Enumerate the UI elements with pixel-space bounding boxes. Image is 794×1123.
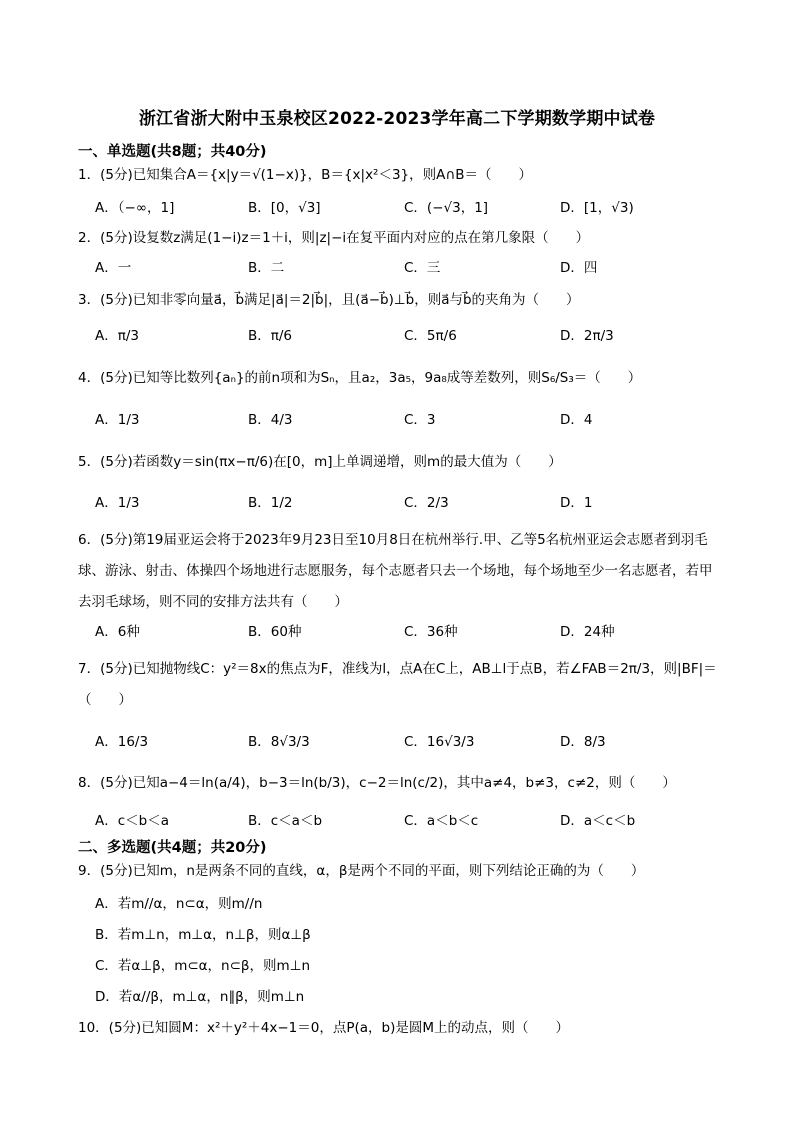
question-3-option-c: C．5π/6: [404, 328, 457, 344]
question-3-option-a: A．π/3: [95, 328, 140, 344]
question-5-option-a: A．1/3: [95, 495, 140, 511]
question-10-stem: 10．(5分)已知圆M：x²＋y²＋4x−1＝0，点P(a，b)是圆M上的动点，则（ ）: [78, 1020, 569, 1036]
question-8-option-a: A．c＜b＜a: [95, 813, 169, 829]
question-9-stem: 9．(5分)已知m，n是两条不同的直线，α，β是两个不同的平面，则下列结论正确的为（ ）: [78, 863, 645, 879]
question-7-option-c: C．16√3/3: [404, 734, 475, 750]
question-4-stem: 4．(5分)已知等比数列{aₙ}的前n项和为Sₙ，且a₂，3a₅，9a₈成等差数列，则S₆/S₃＝（ ）: [78, 370, 642, 386]
question-1-stem: 1．(5分)已知集合A＝{x|y＝√(1−x)}，B＝{x|x²＜3}，则A∩B＝（ ）: [78, 167, 533, 183]
question-5-stem: 5．(5分)若函数y＝sin(πx−π/6)在[0，m]上单调递增，则m的最大值为（ ）: [78, 454, 562, 470]
question-2-option-a: A．一: [95, 260, 132, 276]
question-3-option-b: B．π/6: [248, 328, 293, 344]
section-multiple-choice: 二、多选题(共4题；共20分): [78, 840, 267, 856]
question-6-option-d: D．24种: [560, 624, 615, 640]
question-2-option-c: C．三: [404, 260, 441, 276]
question-2-option-b: B．二: [248, 260, 285, 276]
question-7-option-a: A．16/3: [95, 734, 149, 750]
question-6-option-b: B．60种: [248, 624, 302, 640]
question-3-option-d: D．2π/3: [560, 328, 614, 344]
question-2-option-d: D．四: [560, 260, 598, 276]
question-6-stem: 6．(5分)第19届亚运会将于2023年9月23日至10月8日在杭州举行.甲、乙等5名杭州亚运会志愿者到羽毛球、游泳、射击、体操四个场地进行志愿服务，每个志愿者只去一个场地，每个场地至少一名志愿者，若甲去羽毛球场，则不同的安排方法共有（ ）: [78, 532, 713, 610]
question-5-option-c: C．2/3: [404, 495, 449, 511]
question-9-option-c: C．若α⊥β，m⊂α，n⊂β，则m⊥n: [95, 958, 311, 974]
question-4-option-c: C．3: [404, 412, 436, 428]
question-3-stem: 3．(5分)已知非零向量a⃗，b⃗满足|a⃗|＝2|b⃗|，且(a⃗−b⃗)⊥b⃗，则a⃗与b⃗的夹角为（ ）: [78, 292, 580, 308]
question-1-option-c: C．(−√3，1]: [404, 200, 489, 216]
exam-title: 浙江省浙大附中玉泉校区2022-2023学年高二下学期数学期中试卷: [138, 109, 656, 129]
question-8-option-c: C．a＜b＜c: [404, 813, 479, 829]
question-2-stem: 2．(5分)设复数z满足(1−i)z＝1＋i，则|z|−i在复平面内对应的点在第几象限（ ）: [78, 230, 590, 246]
question-9-option-d: D．若α//β，m⊥α，n∥β，则m⊥n: [95, 989, 305, 1005]
question-8-option-d: D．a＜c＜b: [560, 813, 636, 829]
question-7-option-b: B．8√3/3: [248, 734, 310, 750]
question-5-option-b: B．1/2: [248, 495, 293, 511]
question-4-option-b: B．4/3: [248, 412, 293, 428]
question-6-option-c: C．36种: [404, 624, 458, 640]
question-7-option-d: D．8/3: [560, 734, 606, 750]
question-9-option-b: B．若m⊥n，m⊥α，n⊥β，则α⊥β: [95, 927, 311, 943]
question-9-option-a: A．若m//α，n⊂α，则m//n: [95, 896, 263, 912]
question-1-option-d: D．[1，√3): [560, 200, 634, 216]
question-1-option-a: A．（−∞，1]: [95, 200, 175, 216]
section-single-choice: 一、单选题(共8题；共40分): [78, 144, 267, 160]
question-6-option-a: A．6种: [95, 624, 140, 640]
question-1-option-b: B．[0，√3]: [248, 200, 321, 216]
question-8-stem: 8．(5分)已知a−4＝ln(a/4)，b−3＝ln(b/3)，c−2＝ln(c/2)，其中a≠4，b≠3，c≠2，则（ ）: [78, 775, 676, 791]
question-7-stem: 7．(5分)已知抛物线C：y²＝8x的焦点为F，准线为l，点A在C上，AB⊥l于点B，若∠FAB＝2π/3，则|BF|＝（ ）: [78, 661, 717, 708]
question-4-option-d: D．4: [560, 412, 593, 428]
question-8-option-b: B．c＜a＜b: [248, 813, 323, 829]
question-4-option-a: A．1/3: [95, 412, 140, 428]
question-5-option-d: D．1: [560, 495, 593, 511]
